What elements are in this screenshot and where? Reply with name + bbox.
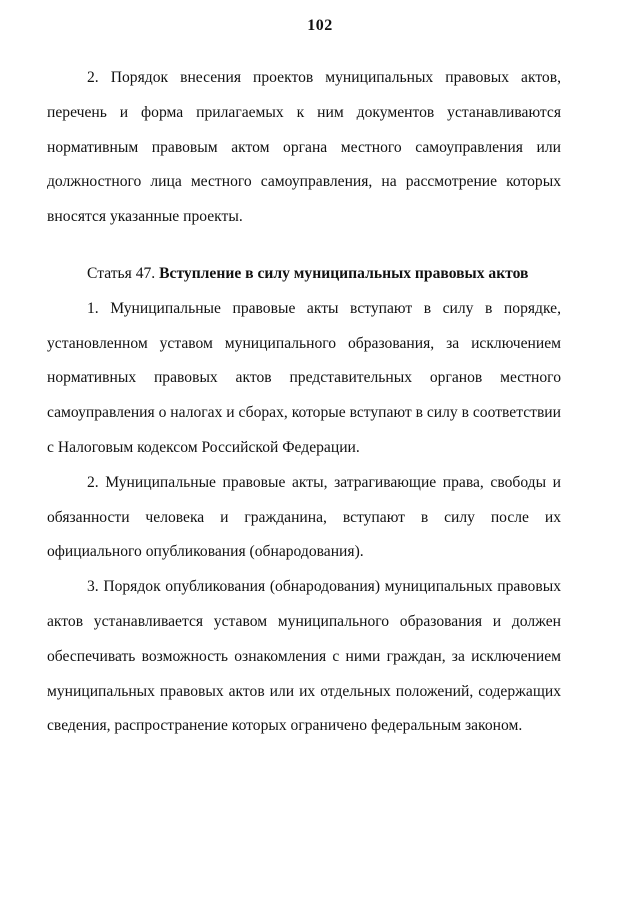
article-title: Вступление в силу муниципальных правовых актов [159,264,529,282]
article-47-paragraph-2: 2. Муниципальные правовые акты, затрагивающие права, свободы и обязанности человека и гражданина, вступают в силу после их официального опубликования (обнародования). [47,473,561,561]
document-body [47,61,561,744]
article-47-heading [47,257,561,292]
paragraph-2-submission-procedure: 2. Порядок внесения проектов муниципальных правовых актов, перечень и форма прилагаемых к ним документов устанавливаются нормативным правовым актом органа местного самоуправления или должностного лица местного самоуправления, на рассмотрение которых вносятся указанные проекты. [47,69,561,226]
page-number: 102 [307,17,333,34]
article-47-paragraph-1: 1. Муниципальные правовые акты вступают в силу в порядке, установленном уставом муниципального образования, за исключением нормативных правовых актов представительных органов местного самоуправления о налогах и сборах, которые вступают в силу в соответствии с Налоговым кодексом Российской Федерации. [47,299,561,456]
article-label: Статья 47. [87,264,156,282]
article-47-paragraph-3: 3. Порядок опубликования (обнародования) муниципальных правовых актов устанавливается уставом муниципального образования и должен обеспечивать возможность ознакомления с ними граждан, за исключением муниципальных правовых актов или их отдельных положений, содержащих сведения, распространение которых ограничено федеральным законом. [47,578,561,735]
